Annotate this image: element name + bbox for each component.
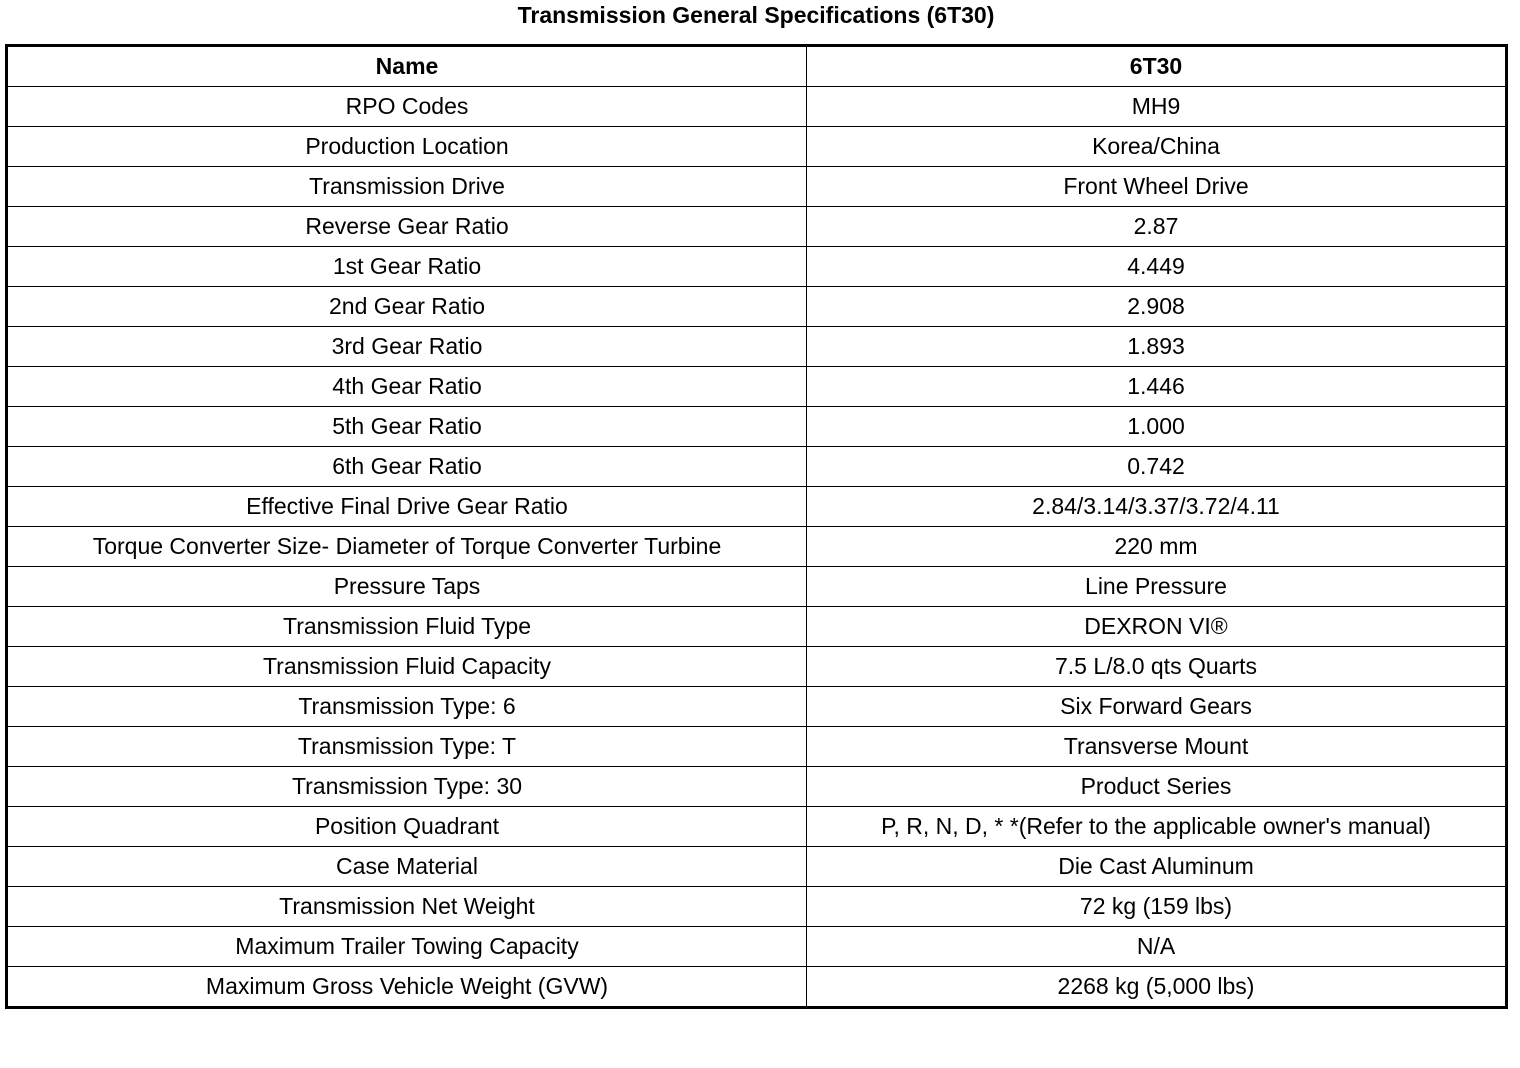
table-row <box>7 367 1507 407</box>
spec-value-cell: 1.000 <box>807 407 1507 447</box>
spec-name-cell: Transmission Net Weight <box>7 887 807 927</box>
table-row <box>7 527 1507 567</box>
spec-value-cell: 1.893 <box>807 327 1507 367</box>
spec-name-cell: Reverse Gear Ratio <box>7 207 807 247</box>
spec-name-cell: Transmission Type: 30 <box>7 767 807 807</box>
table-row <box>7 407 1507 447</box>
table-row <box>7 447 1507 487</box>
table-row <box>7 647 1507 687</box>
spec-value-cell: N/A <box>807 927 1507 967</box>
table-row <box>7 967 1507 1008</box>
table-row <box>7 87 1507 127</box>
table-row <box>7 887 1507 927</box>
spec-name-cell: Transmission Type: 6 <box>7 687 807 727</box>
spec-name-cell: Position Quadrant <box>7 807 807 847</box>
spec-name-cell: Transmission Fluid Type <box>7 607 807 647</box>
spec-name-cell: Maximum Gross Vehicle Weight (GVW) <box>7 967 807 1008</box>
spec-value-cell: 7.5 L/8.0 qts Quarts <box>807 647 1507 687</box>
table-row <box>7 247 1507 287</box>
spec-value-cell: 0.742 <box>807 447 1507 487</box>
spec-name-cell: Transmission Drive <box>7 167 807 207</box>
column-header-value: 6T30 <box>807 46 1507 87</box>
spec-name-cell: RPO Codes <box>7 87 807 127</box>
table-header-row <box>7 46 1507 87</box>
table-row <box>7 487 1507 527</box>
spec-value-cell: Line Pressure <box>807 567 1507 607</box>
spec-table <box>5 44 1508 1009</box>
table-row <box>7 207 1507 247</box>
spec-name-cell: 5th Gear Ratio <box>7 407 807 447</box>
table-row <box>7 927 1507 967</box>
spec-value-cell: 4.449 <box>807 247 1507 287</box>
table-row <box>7 847 1507 887</box>
spec-name-cell: Transmission Fluid Capacity <box>7 647 807 687</box>
spec-value-cell: DEXRON VI® <box>807 607 1507 647</box>
spec-name-cell: Transmission Type: T <box>7 727 807 767</box>
table-row <box>7 327 1507 367</box>
table-row <box>7 807 1507 847</box>
spec-value-cell: 2.908 <box>807 287 1507 327</box>
spec-value-cell: 2.84/3.14/3.37/3.72/4.11 <box>807 487 1507 527</box>
spec-name-cell: Production Location <box>7 127 807 167</box>
spec-value-cell: Die Cast Aluminum <box>807 847 1507 887</box>
spec-value-cell: MH9 <box>807 87 1507 127</box>
spec-name-cell: 1st Gear Ratio <box>7 247 807 287</box>
spec-name-cell: 2nd Gear Ratio <box>7 287 807 327</box>
spec-name-cell: 6th Gear Ratio <box>7 447 807 487</box>
table-row <box>7 687 1507 727</box>
spec-value-cell: P, R, N, D, * *(Refer to the applicable owner's manual) <box>807 807 1507 847</box>
table-row <box>7 727 1507 767</box>
spec-name-cell: Pressure Taps <box>7 567 807 607</box>
column-header-name: Name <box>7 46 807 87</box>
spec-value-cell: Korea/China <box>807 127 1507 167</box>
spec-table-body <box>7 87 1507 1008</box>
spec-name-cell: Case Material <box>7 847 807 887</box>
spec-value-cell: 220 mm <box>807 527 1507 567</box>
spec-name-cell: Effective Final Drive Gear Ratio <box>7 487 807 527</box>
table-row <box>7 167 1507 207</box>
spec-value-cell: Product Series <box>807 767 1507 807</box>
table-title: Transmission General Specifications (6T30) <box>517 2 995 28</box>
spec-name-cell: 4th Gear Ratio <box>7 367 807 407</box>
spec-value-cell: Front Wheel Drive <box>807 167 1507 207</box>
table-row <box>7 767 1507 807</box>
spec-name-cell: Maximum Trailer Towing Capacity <box>7 927 807 967</box>
table-row <box>7 287 1507 327</box>
spec-value-cell: 1.446 <box>807 367 1507 407</box>
spec-name-cell: 3rd Gear Ratio <box>7 327 807 367</box>
table-row <box>7 127 1507 167</box>
spec-name-cell: Torque Converter Size- Diameter of Torque Converter Turbine <box>7 527 807 567</box>
spec-value-cell: 2268 kg (5,000 lbs) <box>807 967 1507 1008</box>
table-row <box>7 567 1507 607</box>
spec-value-cell: 2.87 <box>807 207 1507 247</box>
spec-value-cell: Six Forward Gears <box>807 687 1507 727</box>
spec-value-cell: 72 kg (159 lbs) <box>807 887 1507 927</box>
spec-value-cell: Transverse Mount <box>807 727 1507 767</box>
table-row <box>7 607 1507 647</box>
